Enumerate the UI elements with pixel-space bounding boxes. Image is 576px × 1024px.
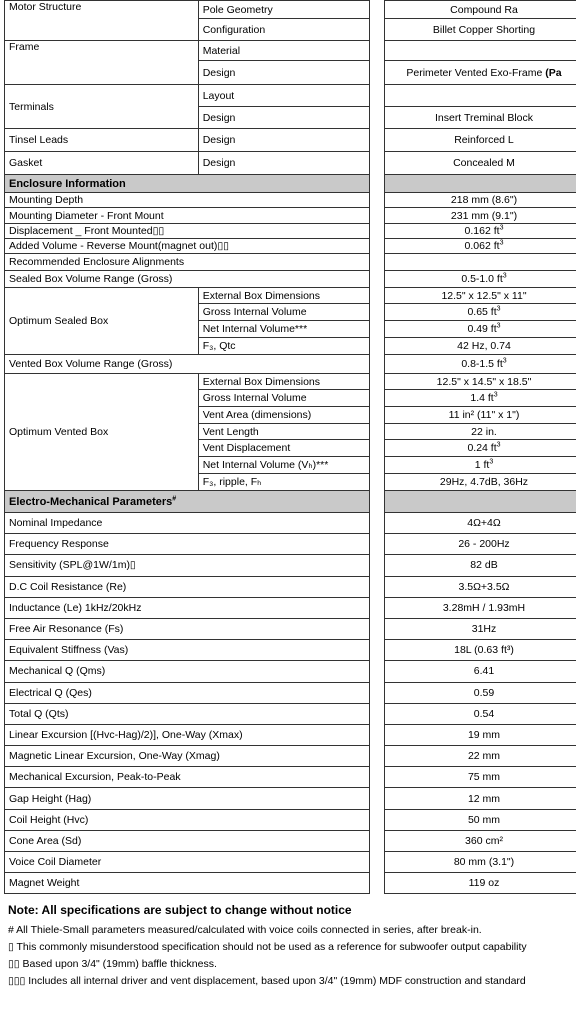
- optimum-sealed-box-label: Optimum Sealed Box: [5, 288, 199, 355]
- enc-row-label: Mounting Diameter - Front Mount: [5, 208, 370, 224]
- enc-value: [385, 254, 576, 271]
- electro-param-label: Mechanical Q (Qms): [5, 661, 370, 682]
- electro-param-value: 3.5Ω+3.5Ω: [385, 576, 576, 597]
- electro-param-label: Total Q (Qts): [5, 703, 370, 724]
- terminals-label: Terminals: [5, 85, 199, 129]
- electro-param-value: 360 cm²: [385, 830, 576, 851]
- enc-value: 1.4 $ft^3$: [385, 390, 576, 407]
- enc-value: 0.65 $ft^3$: [385, 304, 576, 321]
- sealed-row-label: F₃, Qtc: [198, 338, 369, 355]
- vented-range-label: Vented Box Volume Range (Gross): [5, 355, 370, 374]
- electro-param-value: 3.28mH / 1.93mH: [385, 597, 576, 618]
- electro-param-label: Coil Height (Hvc): [5, 809, 370, 830]
- note-line: ▯ This commonly misunderstood specification should not be used as a reference for subwoofer output capability: [8, 941, 527, 953]
- sealed-row-label: Net Internal Volume***: [198, 321, 369, 338]
- tinsel-value: Reinforced L: [385, 129, 576, 152]
- optimum-vented-box-label: Optimum Vented Box: [5, 374, 199, 491]
- electro-param-value: 6.41: [385, 661, 576, 682]
- notes-title: Note: All specifications are subject to change without notice: [8, 903, 352, 917]
- enc-value: 218 mm (8.6"): [385, 193, 576, 208]
- vented-row-label: Net Internal Volume (Vₕ)***: [198, 457, 369, 474]
- electro-param-value: 50 mm: [385, 809, 576, 830]
- note-line: ▯▯ Based upon 3/4" (19mm) baffle thickness.: [8, 958, 217, 970]
- terminals-design-value: Insert Treminal Block: [385, 107, 576, 129]
- electro-param-label: Voice Coil Diameter: [5, 852, 370, 873]
- material-label: Material: [198, 41, 369, 61]
- enc-row-label: Displacement _ Front Mounted▯▯: [5, 224, 370, 239]
- electro-param-label: Inductance (Le) 1kHz/20kHz: [5, 597, 370, 618]
- electro-param-value: 22 mm: [385, 746, 576, 767]
- spec-values-table: [384, 0, 576, 894]
- notes-section: [8, 902, 574, 990]
- electro-param-label: Gap Height (Hag): [5, 788, 370, 809]
- electro-param-value: 19 mm: [385, 724, 576, 745]
- motor-label: Motor Structure: [5, 1, 199, 41]
- pole-geometry-value: Compound Ra: [385, 1, 576, 19]
- enc-value: 0.5-1.0 $ft^3$: [385, 271, 576, 288]
- electro-section-title: Electro-Mechanical Parameters#: [5, 491, 370, 513]
- electro-param-label: Nominal Impedance: [5, 513, 370, 534]
- electro-param-label: Cone Area (Sd): [5, 830, 370, 851]
- electro-param-label: D.C Coil Resistance (Re): [5, 576, 370, 597]
- sealed-row-label: Gross Internal Volume: [198, 304, 369, 321]
- gasket-design-label: Design: [198, 152, 369, 175]
- electro-param-label: Mechanical Excursion, Peak-to-Peak: [5, 767, 370, 788]
- enc-value: 11 in² (11" x 1"): [385, 407, 576, 424]
- layout-value: [385, 85, 576, 107]
- electro-param-value: 119 oz: [385, 873, 576, 894]
- pole-geometry-label: Pole Geometry: [198, 1, 369, 19]
- note-line: # All Thiele-Small parameters measured/calculated with voice coils connected in series, after break-in.: [8, 924, 482, 936]
- enc-value: 0.49 $ft^3$: [385, 321, 576, 338]
- electro-param-label: Free Air Resonance (Fs): [5, 618, 370, 639]
- enc-value: 0.162 $ft^3$: [385, 224, 576, 239]
- enc-value: 12.5" x 12.5" x 11": [385, 288, 576, 304]
- electro-param-label: Electrical Q (Qes): [5, 682, 370, 703]
- electro-param-value: 31Hz: [385, 618, 576, 639]
- frame-design-label: Design: [198, 61, 369, 85]
- enc-value: 1 $ft^3$: [385, 457, 576, 474]
- enc-value: 231 mm (9.1"): [385, 208, 576, 224]
- material-value: [385, 41, 576, 61]
- terminals-design-label: Design: [198, 107, 369, 129]
- electro-param-value: 0.59: [385, 682, 576, 703]
- configuration-value: Billet Copper Shorting: [385, 19, 576, 41]
- layout-label: Layout: [198, 85, 369, 107]
- vented-row-label: External Box Dimensions: [198, 374, 369, 390]
- enc-row-label: Mounting Depth: [5, 193, 370, 208]
- electro-param-value: 12 mm: [385, 788, 576, 809]
- enc-value: 0.24 $ft^3$: [385, 440, 576, 457]
- enc-value: 29Hz, 4.7dB, 36Hz: [385, 474, 576, 491]
- enc-value: 22 in.: [385, 424, 576, 440]
- gasket-label: Gasket: [5, 152, 199, 175]
- gasket-value: Concealed M: [385, 152, 576, 175]
- enc-row-label: Sealed Box Volume Range (Gross): [5, 271, 370, 288]
- electro-param-label: Magnet Weight: [5, 873, 370, 894]
- electro-param-label: Linear Excursion [(Hvc-Hag)/2)], One-Way (Xmax): [5, 724, 370, 745]
- electro-param-value: 80 mm (3.1"): [385, 852, 576, 873]
- enclosure-section-title: Enclosure Information: [5, 175, 370, 193]
- enc-row-label: Recommended Enclosure Alignments: [5, 254, 370, 271]
- electro-param-label: Equivalent Stiffness (Vas): [5, 640, 370, 661]
- electro-param-value: 75 mm: [385, 767, 576, 788]
- frame-label: Frame: [5, 41, 199, 85]
- vented-row-label: Vent Area (dimensions): [198, 407, 369, 424]
- electro-section-blank: [385, 491, 576, 513]
- electro-param-label: Magnetic Linear Excursion, One-Way (Xmag): [5, 746, 370, 767]
- enc-value: 0.8-1.5 $ft^3$: [385, 355, 576, 374]
- tinsel-design-label: Design: [198, 129, 369, 152]
- electro-param-label: Frequency Response: [5, 534, 370, 555]
- vented-row-label: Vent Length: [198, 424, 369, 440]
- enc-value: 0.062 $ft^3$: [385, 239, 576, 254]
- frame-design-value: Perimeter Vented Exo-Frame (Pa: [385, 61, 576, 85]
- vented-row-label: Gross Internal Volume: [198, 390, 369, 407]
- spec-labels-table: [4, 0, 370, 894]
- enc-value: 12.5" x 14.5" x 18.5": [385, 374, 576, 390]
- vented-row-label: F₃, ripple, Fₕ: [198, 474, 369, 491]
- electro-param-value: 26 - 200Hz: [385, 534, 576, 555]
- sealed-row-label: External Box Dimensions: [198, 288, 369, 304]
- electro-param-value: 82 dB: [385, 555, 576, 576]
- enc-value: 42 Hz, 0.74: [385, 338, 576, 355]
- enclosure-section-blank: [385, 175, 576, 193]
- note-line: ▯▯▯ Includes all internal driver and vent displacement, based upon 3/4" (19mm) MDF construction and standard: [8, 975, 526, 987]
- vented-row-label: Vent Displacement: [198, 440, 369, 457]
- electro-param-value: 0.54: [385, 703, 576, 724]
- electro-param-value: 4Ω+4Ω: [385, 513, 576, 534]
- configuration-label: Configuration: [198, 19, 369, 41]
- tinsel-label: Tinsel Leads: [5, 129, 199, 152]
- electro-param-value: 18L (0.63 ft³): [385, 640, 576, 661]
- enc-row-label: Added Volume - Reverse Mount(magnet out)▯▯: [5, 239, 370, 254]
- electro-param-label: Sensitivity (SPL@1W/1m)▯: [5, 555, 370, 576]
